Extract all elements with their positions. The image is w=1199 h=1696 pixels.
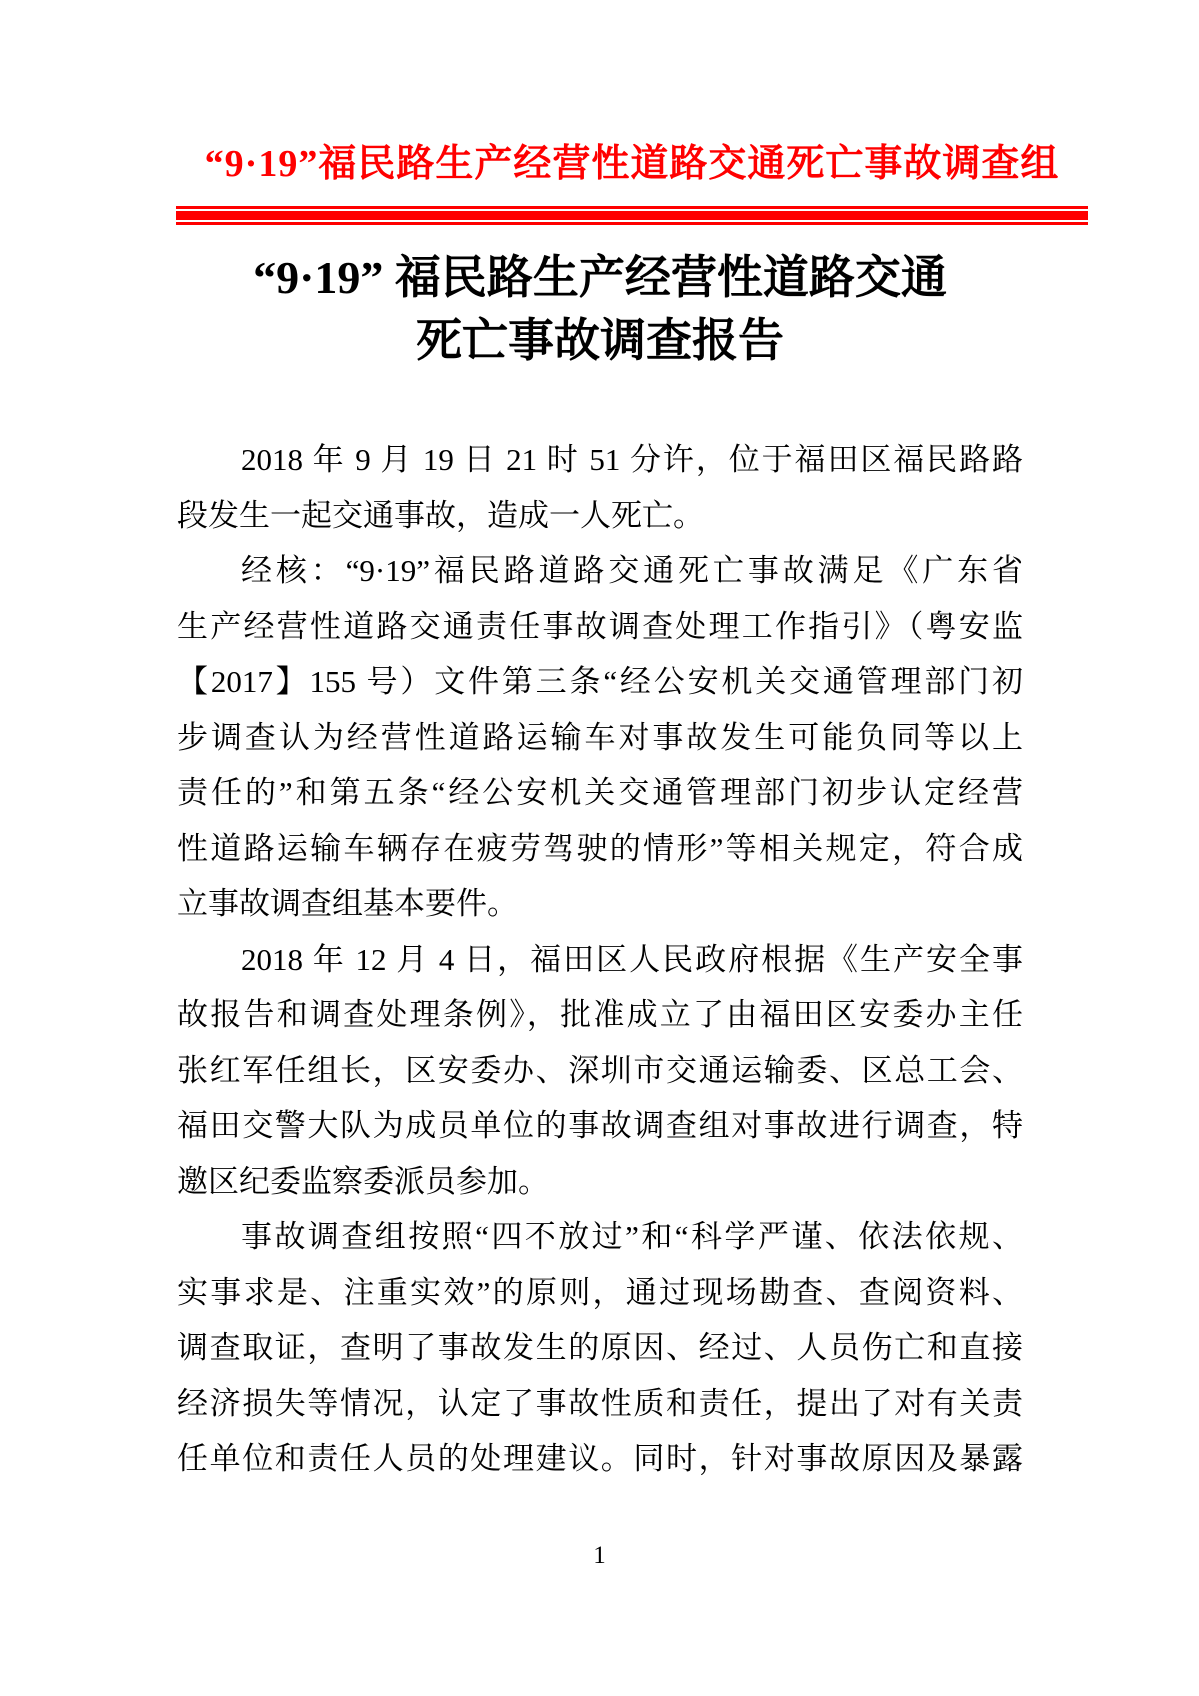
body-line: 责任的”和第五条“经公安机关交通管理部门初步认定经营	[177, 775, 1023, 810]
body-line: 立事故调查组基本要件。	[177, 886, 518, 921]
page-number: 1	[593, 1542, 606, 1569]
document-title	[177, 246, 1023, 372]
body-line: 事故调查组按照“四不放过”和“科学严谨、依法依规、	[241, 1219, 1023, 1254]
body-line: 任单位和责任人员的处理建议。同时，针对事故原因及暴露	[177, 1441, 1023, 1476]
rule-thick	[176, 211, 1088, 220]
body-line: 邀区纪委监察委派员参加。	[177, 1163, 549, 1199]
body-line: 张红军任组长，区安委办、深圳市交通运输委、区总工会、	[177, 1052, 1023, 1088]
document-title-line2: 死亡事故调查报告	[416, 315, 784, 366]
body-line: 经济损失等情况，认定了事故性质和责任，提出了对有关责	[177, 1385, 1023, 1421]
body-line: 【2017】155 号）文件第三条“经公安机关交通管理部门初	[177, 664, 1023, 699]
header-banner	[176, 136, 1088, 225]
body-line: 福田交警大队为成员单位的事故调查组对事故进行调查，特	[177, 1108, 1023, 1143]
body-line: 2018 年 12 月 4 日，福田区人民政府根据《生产安全事	[241, 941, 1023, 977]
header-banner-title: “9·19”福民路生产经营性道路交通死亡事故调查组	[204, 143, 1060, 185]
body-line: 段发生一起交通事故，造成一人死亡。	[177, 497, 704, 533]
body-line: 性道路运输车辆存在疲劳驾驶的情形”等相关规定，符合成	[177, 830, 1023, 866]
body-line: 步调查认为经营性道路运输车对事故发生可能负同等以上	[177, 719, 1023, 755]
body-line: 故报告和调查处理条例》，批准成立了由福田区安委办主任	[177, 997, 1023, 1032]
body-line: 经核：“9·19”福民路道路交通死亡事故满足《广东省	[241, 553, 1023, 588]
body-line: 调查取证，查明了事故发生的原因、经过、人员伤亡和直接	[177, 1330, 1023, 1365]
document-body	[177, 432, 1023, 1487]
header-double-rule	[176, 206, 1088, 225]
body-line: 2018 年 9 月 19 日 21 时 51 分许，位于福田区福民路路	[241, 442, 1023, 477]
rule-thin-bottom	[176, 222, 1088, 225]
body-line: 实事求是、注重实效”的原则，通过现场勘查、查阅资料、	[177, 1274, 1023, 1310]
document-title-line1: “9·19” 福民路生产经营性道路交通	[253, 252, 947, 303]
body-line: 生产经营性道路交通责任事故调查处理工作指引》（粤安监	[177, 608, 1023, 644]
